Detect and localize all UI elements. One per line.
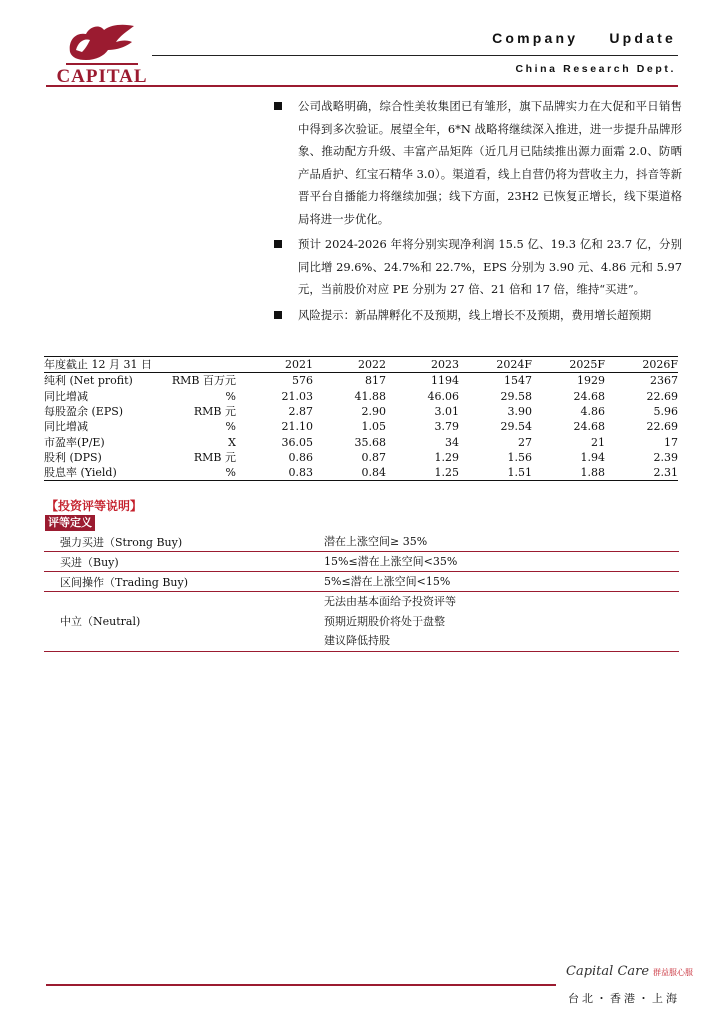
rating-row (44, 572, 679, 592)
rating-row (44, 592, 679, 652)
table-cell: 1.94 (580, 450, 605, 464)
row-label: 同比增减 (44, 389, 88, 403)
table-cell: 36.05 (281, 435, 313, 449)
table-row (44, 419, 678, 434)
table-cell: 46.06 (427, 389, 459, 403)
table-cell: 0.86 (288, 450, 313, 464)
table-cell: 22.69 (646, 420, 678, 434)
table-row (44, 450, 678, 465)
department-subtitle: China Research Dept. (515, 63, 676, 75)
row-label: 同比增减 (44, 420, 88, 434)
row-label: 股利 (DPS) (44, 450, 102, 464)
row-unit: RMB 百万元 (171, 374, 236, 388)
header-accent-divider (46, 85, 678, 87)
table-cell: 21.10 (281, 420, 313, 434)
bullet-risk (272, 304, 682, 327)
summary-bullets (272, 95, 682, 329)
table-cell: 35.68 (354, 435, 386, 449)
row-label: 每股盈余 (EPS) (44, 405, 124, 419)
rating-description (324, 572, 679, 592)
table-cell: 576 (292, 374, 313, 388)
rating-description-line: 5%≤潜在上涨空间<15% (324, 575, 451, 588)
rating-name: 买进（Buy) (44, 552, 324, 572)
row-label: 纯利 (Net profit) (44, 374, 133, 388)
rating-definition-tag: 评等定义 (45, 515, 95, 531)
table-cell: 1.88 (532, 465, 605, 481)
table-cell: 1.29 (434, 450, 459, 464)
rating-description-line: 预期近期股价将处于盘整 (324, 614, 445, 628)
rating-description-line: 15%≤潜在上涨空间<35% (324, 555, 458, 568)
bullet-text: 风险提示：新品牌孵化不及预期，线上增长不及预期，费用增长超预期 (298, 307, 652, 322)
report-type-title: Company Update (492, 30, 676, 46)
table-cell: 817 (365, 374, 386, 388)
table-cell: 0.83 (240, 465, 313, 481)
eagle-logo-icon (62, 22, 142, 66)
table-cell: 3.01 (434, 405, 459, 419)
header-cell: 2024F (459, 357, 532, 373)
header-cell: 2025F (532, 357, 605, 373)
footer-brand-cn: 群益服心服 (653, 968, 694, 977)
rating-description-line: 建议降低持股 (324, 634, 390, 647)
table-cell: 34 (445, 435, 459, 449)
header-cell: 2021 (240, 357, 313, 373)
table-cell: 2.31 (605, 465, 678, 481)
table-cell: 29.54 (500, 420, 532, 434)
rating-row (44, 552, 679, 572)
rating-description (324, 592, 679, 652)
table-cell: 1.56 (507, 450, 532, 464)
financial-summary-table (44, 356, 678, 481)
table-cell: 41.88 (354, 389, 386, 403)
footer-cities: 台北・香港・上海 (568, 992, 680, 1005)
row-label: 股息率 (Yield) (44, 465, 156, 481)
row-unit: % (156, 465, 240, 481)
table-cell: 22.69 (646, 389, 678, 403)
rating-section-title: 【投资评等说明】 (46, 499, 143, 513)
header-cell: 2023 (386, 357, 459, 373)
row-unit: RMB 元 (193, 450, 236, 464)
row-unit: % (225, 420, 236, 434)
table-cell: 29.58 (500, 389, 532, 403)
table-row (44, 373, 678, 389)
footer-brand-name: Capital Care (566, 964, 650, 979)
bullet-text: 预计 2024-2026 年将分别实现净利润 15.5 亿、19.3 亿和 23.7 亿，分别同比增 29.6%、24.7%和 22.7%，EPS 分别为 3.90 元、4.86 元和 5.97 元，当前股价对应 PE 分别为 27 倍、21 倍和 17 倍，维持“买进”。 (298, 237, 682, 296)
rating-name: 中立（Neutral) (44, 592, 324, 652)
row-unit: % (225, 389, 236, 403)
rating-name: 强力买进（Strong Buy) (44, 532, 324, 552)
rating-name: 区间操作（Trading Buy) (44, 572, 324, 592)
bullet-square-icon (274, 311, 282, 319)
table-cell: 2367 (650, 374, 678, 388)
table-row (44, 389, 678, 404)
table-header-row (44, 357, 678, 373)
table-cell: 2.39 (653, 450, 678, 464)
company-logo (46, 22, 158, 90)
table-cell: 5.96 (653, 405, 678, 419)
table-cell: 2.90 (361, 405, 386, 419)
header-cell (156, 357, 240, 373)
bullet-text: 公司战略明确，综合性美妆集团已有雏形，旗下品牌实力在大促和平日销售中得到多次验证。展望全年，6*N 战略将继续深入推进，进一步提升品牌形象、推动配方升级、丰富产品矩阵（近几月已陆续推出源力面霜 2.0、防晒产品盾护、红宝石精华 3.0）。渠道看，线上自营仍将为营收主力，抖音等新晋平台自播能力将继续加强；线下方面，23H2 已恢复正增长，线下渠道格局将进一步优化。 (298, 99, 682, 226)
bullet-strategy (272, 95, 682, 230)
header-cell: 2022 (313, 357, 386, 373)
bullet-forecast (272, 233, 682, 301)
rating-description-line: 无法由基本面给予投资评等 (324, 595, 456, 608)
table-cell: 3.90 (507, 405, 532, 419)
table-cell: 0.87 (361, 450, 386, 464)
rating-description-line: 潜在上涨空间≥ 35% (324, 535, 428, 548)
table-cell: 2.87 (288, 405, 313, 419)
table-cell: 24.68 (573, 420, 605, 434)
rating-description (324, 552, 679, 572)
table-cell: 1.25 (386, 465, 459, 481)
row-unit: X (228, 435, 236, 449)
bullet-square-icon (274, 102, 282, 110)
footer-divider (46, 984, 556, 986)
table-cell: 17 (664, 435, 678, 449)
bullet-square-icon (274, 240, 282, 248)
footer-brand (566, 964, 693, 979)
rating-row (44, 532, 679, 552)
header-cell: 年度截止 12 月 31 日 (44, 357, 156, 373)
table-cell: 1929 (577, 374, 605, 388)
rating-description (324, 532, 679, 552)
table-row (44, 404, 678, 419)
table-cell: 0.84 (313, 465, 386, 481)
header-divider (152, 55, 678, 56)
table-cell: 21 (591, 435, 605, 449)
table-cell: 27 (518, 435, 532, 449)
table-cell: 1.05 (361, 420, 386, 434)
logo-text: CAPITAL (56, 66, 148, 87)
table-cell: 4.86 (580, 405, 605, 419)
table-cell: 24.68 (573, 389, 605, 403)
table-cell: 3.79 (434, 420, 459, 434)
row-unit: RMB 元 (193, 405, 236, 419)
header-cell: 2026F (605, 357, 678, 373)
table-cell: 1194 (431, 374, 459, 388)
table-cell: 1547 (504, 374, 532, 388)
rating-definition-table (44, 532, 679, 652)
table-row (44, 434, 678, 449)
table-row (44, 465, 678, 481)
table-cell: 1.51 (459, 465, 532, 481)
row-label: 市盈率(P/E) (44, 435, 105, 449)
table-cell: 21.03 (281, 389, 313, 403)
